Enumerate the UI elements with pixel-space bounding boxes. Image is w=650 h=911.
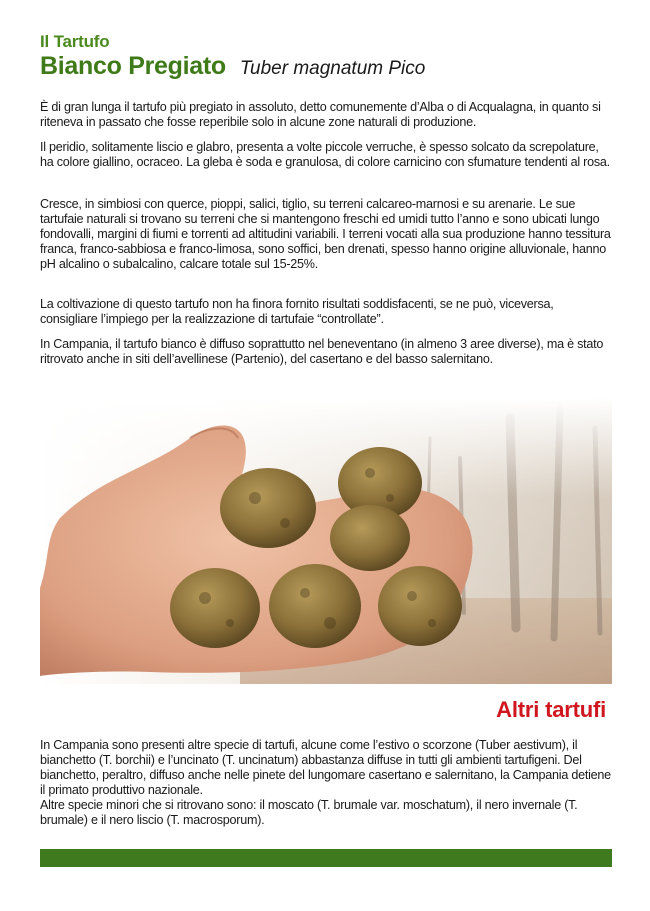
page-kicker: Il Tartufo (40, 32, 110, 51)
page-title: Bianco Pregiato (40, 52, 226, 80)
paragraph-habitat: Cresce, in simbiosi con querce, pioppi, salici, tiglio, su terreni calcareo-marnosi e su arenarie. Le sue tartufaie naturali si trovano su terreni che si mantengono freschi ed umidi tutto l’anno e sono ubicati lungo fondovalli, margini di fiumi e torrenti ad altitudini variabili. I terreni vocati alla sua produzione hanno tessitura franca, franco-sabbiosa e franco-limosa, sono soffici, ben drenati, spesso hanno origine alluvionale, hanno pH alcalino o subalcalino, calcare totale sul 15-25%. (40, 197, 611, 271)
truffles-in-hand-photo (40, 398, 612, 684)
paragraph-coltivazione: La coltivazione di questo tartufo non ha finora fornito risultati soddisfacenti, se ne può, viceversa, consigliare l’impiego per la realizzazione di tartufaie “controllate”. (40, 297, 554, 326)
paragraph-altri-tartufi: In Campania sono presenti altre specie di tartufi, alcune come l’estivo o scorzone (Tuber aestivum), il bianchetto (T. borchii) e l’uncinato (T. uncinatum) abbastanza diffuse in tutti gli ambienti tartufigeni. Del bianchetto, peraltro, diffuso anche nelle pinete del lungomare casertano e salernitano, la Campania detiene il primato produttivo nazionale. Altre specie minori che si ritrovano sono: il moscato (T. brumale var. moschatum), il nero invernale (T. brumale) e il nero liscio (T. macrosporum). (40, 738, 611, 827)
paragraph-campania: In Campania, il tartufo bianco è diffuso soprattutto nel beneventano (in almeno 3 aree diverse), ma è stato ritrovato anche in siti dell’avellinese (Partenio), del casertano e del basso salernitano. (40, 337, 604, 366)
paragraph-peridio: Il peridio, solitamente liscio e glabro, presenta a volte piccole verruche, è spesso solcato da screpolature, ha colore giallino, ocraceo. La gleba è soda e granulosa, di colore carnicino con sfumature tendenti al rosa. (40, 140, 610, 169)
title-row (40, 52, 425, 81)
footer-bar (40, 849, 612, 867)
paragraph-intro: È di gran lunga il tartufo più pregiato in assoluto, detto comunemente d’Alba o di Acqualagna, in quanto si riteneva in passato che fosse reperibile solo in alcune zone naturali di produzione. (40, 100, 601, 129)
latin-name: Tuber magnatum Pico (239, 58, 426, 79)
section-title-altri-tartufi: Altri tartufi (496, 697, 606, 722)
